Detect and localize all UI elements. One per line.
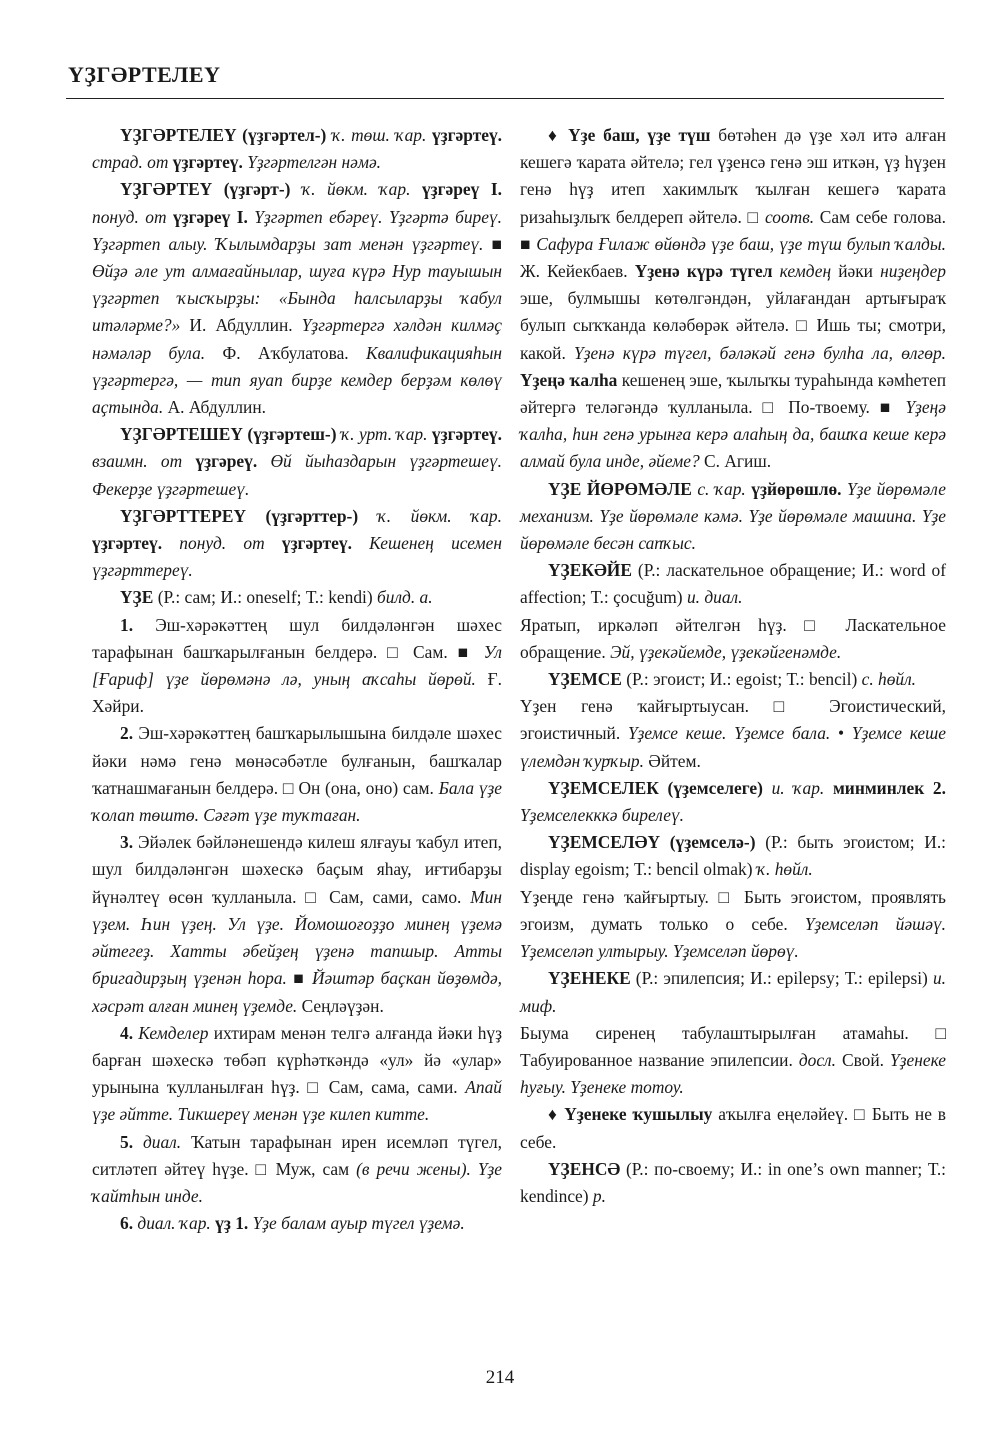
running-head: ҮҘГӘРТЕЛЕҮ [68, 62, 221, 87]
dictionary-sense [92, 612, 502, 721]
italic-run: билд. а. [377, 587, 433, 608]
italic-run: Үҙемселәп йәшәү. Үҙемселәп ултырыу. Үҙемселәп йөрөү. [520, 913, 946, 962]
text-run [265, 533, 282, 553]
italic-run: Үҙемселекккә бирелеү. [520, 805, 685, 826]
italic-run: Үҙенә күрә түгел, бәләкәй генә булһа ла, өлгөр. [574, 342, 946, 363]
headword-run: ҮҘЕМСЕЛӘҮ (үҙемселә-) [548, 832, 756, 853]
italic-run: Сафура Ғилаж өйөндә үҙе баш, үҙе түш булып ҡалды. [536, 233, 946, 254]
italic-run: досл. [798, 1049, 836, 1070]
text-run: эше, булмышы көтөлгәндән, уйлағандан артығыраҡ булып сыҡҡанда көләбөрәк әйтелә. □ Ишь ты; смотри, какой. [520, 288, 946, 363]
italic-run: диал. ҡар. [137, 1213, 211, 1234]
text-run: Сеңләүҙән. [297, 995, 384, 1016]
italic-run: (в речи жены). Үҙе ҡайтһын инде. [92, 1158, 502, 1206]
italic-run: Өйҙә әле ут алмағайнылар, шуға күрә Нур тауышын үҙгәртеп ҡысҡырҙы: «Бында һалсыларҙы ҡабул итәләрме?» [92, 261, 502, 336]
text-run [772, 261, 779, 281]
dictionary-sense [92, 720, 502, 829]
text-run [182, 451, 195, 471]
dictionary-entry [92, 421, 502, 503]
dictionary-entry [520, 829, 946, 883]
text-run: ■ [483, 233, 502, 254]
italic-run: Үҙе балам ауыр түгел үҙемә. [252, 1213, 465, 1234]
text-run: Яратып, иркәләп әйтелгән һүҙ. □ Ласкательное обращение. [520, 614, 946, 662]
dictionary-phrase [520, 122, 946, 476]
italic-run: Үҙенеке һуғыу. Үҙенеке тотоу. [520, 1049, 946, 1098]
text-run: Эш-хәрәкәттең шул билдәләнгән шәхес тарафынан башҡарылғанын белдерә. □ Сам. ■ [92, 614, 502, 662]
dictionary-entry [520, 666, 946, 693]
text-run: ■ [286, 968, 312, 989]
italic-run: с. һөйл. [861, 669, 917, 690]
italic-run: Бала үҙе ҡолап төштө. Сәғәт үҙе туҡтаған. [92, 777, 502, 826]
text-run: Сам себе голова. ■ [520, 206, 946, 254]
text-run: Ж. Кейекбаев. [520, 261, 635, 282]
text-run: (Р.: эпилепсия; И.: epilepsy; Т.: epilepsi) [630, 968, 933, 989]
italic-run: Квалификацияһын үҙгәртергә, — тип яуап бирҙе кемдер берҙәм көлөү аҫтында. [92, 342, 502, 418]
text-run: аҡылға еңеләйеү. □ Быть не в себе. [520, 1104, 947, 1152]
headword-run: үҙгәртеү. [431, 424, 502, 445]
dictionary-entry [520, 557, 946, 611]
dictionary-definition [520, 884, 946, 966]
dictionary-entry [520, 1156, 946, 1210]
text-run: Ғ. Хәйри. [92, 669, 502, 717]
italic-run: и. миф. [520, 968, 946, 1016]
italic-run: Кемделер [138, 1022, 209, 1043]
dictionary-entry [520, 965, 946, 1019]
italic-run: Эй, үҙекәйемде, үҙекәйгенәмде. [610, 641, 842, 662]
headword-run: ҮҘГӘРТЕШЕҮ (үҙгәртеш-) [120, 424, 337, 445]
text-run: (Р.: ласкательное обращение; И.: word of affection; Т.: çocuğum) [520, 560, 946, 608]
text-run [257, 451, 270, 471]
italic-run: Үҙеңә ҡалһа, һин генә урынға керә алаһың да, башҡа кеше керә алмай була инде, әйеме? [520, 397, 946, 472]
text-run: кешенең эше, ҡылыҡы тураһында кәмһетеп әйтергә теләгәндә ҡулланыла. □ По-твоему. ■ [520, 369, 947, 418]
italic-run: и. ҡар. [771, 777, 825, 798]
headword-run: 2. [120, 723, 134, 744]
italic-run: кемдең [779, 261, 832, 282]
headword-run: Үҙеңә ҡалһа [520, 369, 618, 390]
text-run: Әйтем. [643, 750, 701, 771]
italic-run: понуд. от [92, 206, 167, 227]
headword-run: үҙйөрөшлө. [751, 478, 842, 499]
dictionary-sense [92, 1210, 502, 1237]
dictionary-sense [92, 1020, 502, 1129]
italic-run: с. ҡар. [697, 478, 746, 499]
headword-run: 6. [120, 1213, 134, 1234]
text-run [763, 778, 772, 798]
dictionary-definition [520, 1020, 946, 1102]
text-run: Быума сиренең табулаштырылған атамаһы. □ Табуированное название эпилепсии. [520, 1022, 946, 1070]
text-run: • [830, 723, 852, 744]
headword-run: үҙгәреү. [195, 451, 258, 472]
headword-run: ♦ Үҙенеке ҡушылыу [548, 1104, 713, 1125]
text-run: Үҙен генә ҡайғыртыусан. □ Эгоистический, эгоистичный. [520, 696, 946, 744]
right-column [520, 122, 946, 1210]
dictionary-entry [92, 503, 502, 585]
italic-run: страд. от [92, 152, 169, 173]
headword-run: үҙ 1. [215, 1213, 249, 1234]
text-run: Эйәлек бәйләнешендә килеш ялғауы ҡабул итеп, шул билдәләнгән шәхескә баҫым яһау, иғтибарҙы йүнәлтеү өсөн ҡулланыла. □ Сам, сами, само. [92, 832, 502, 907]
text-run: И. Абдуллин. [180, 315, 302, 336]
headword-run: ҮҘЕ [120, 587, 154, 608]
headword-run: ҮҘЕ ЙӨРӨМӘЛЕ [548, 478, 692, 499]
headword-run: ҮҘГӘРТЕЛЕҮ (үҙгәртел-) [120, 125, 327, 145]
italic-run: Үҙгәртеп ебәреү. Үҙгәртә биреү. Үҙгәртеп алыу. Ҡылымдарҙы зат менән үҙгәртеү. [92, 206, 502, 254]
italic-run: Ул [Ғариф] үҙе йөрөмәнә лә, уның аҡсаһы йөрөй. [92, 641, 502, 690]
italic-run: Кешенең исемен үҙгәрттереү. [92, 533, 502, 581]
text-run: Ф. Аҡбулатова. [205, 342, 367, 363]
text-run [290, 179, 302, 199]
headword-run: үҙгәртеү. [92, 533, 163, 554]
headword-run: ҮҘГӘРТЕҮ (үҙгәрт-) [120, 179, 291, 200]
text-run: (Р.: быть эгоистом; И.: display egoism; Т.: bencil olmak) [520, 832, 947, 880]
dictionary-entry [92, 176, 502, 421]
text-run: (Р.: эгоист; И.: egoist; Т.: bencil) [621, 669, 862, 690]
text-run [352, 533, 369, 553]
italic-run: ҡ. төш. ҡар. [331, 125, 427, 145]
headword-run: минминлек 2. [832, 777, 946, 798]
italic-run: и. диал. [686, 587, 743, 608]
text-run: ихтирам менән телгә алғанда йәки һүҙ барған шәхескә төбәп күрһәткәндә «ул» йә «улар» урынына ҡулланылған һүҙ. □ Сам, сама, сами. [92, 1022, 502, 1098]
text-run [358, 506, 377, 526]
text-run: (Р.: по-своему; И.: in one’s own manner; Т.: kendince) [520, 1158, 946, 1206]
italic-run: р. [592, 1185, 606, 1206]
italic-run: Үҙгәртелгән нәмә. [247, 152, 382, 173]
italic-run: Үҙгәртергә хәлдән килмәҫ нәмәләр була. [92, 315, 502, 363]
headword-run: үҙгәреү I. [421, 179, 502, 200]
text-run [824, 778, 833, 798]
headword-run: ҮҘЕМСЕЛЕК (үҙемселеге) [548, 777, 763, 798]
text-run: (Р.: сам; И.: oneself; Т.: kendi) [153, 587, 378, 608]
dictionary-definition [520, 612, 946, 666]
headword-run: үҙгәртеү. [281, 533, 352, 554]
italic-run: ҡ. йөкм. ҡар. [301, 179, 411, 200]
headword-run: Үҙенә күрә түгел [634, 261, 773, 282]
text-run [410, 179, 422, 199]
italic-run: ниҙеңдер [880, 261, 947, 282]
text-run: С. Агиш. [699, 451, 772, 472]
italic-run: Мин үҙем. Һин үҙең. Ул үҙе. Йомошоғоҙҙо минең үҙемә әйтегеҙ. Хатты әбейҙең үҙенә тапшыр. Атты бригадирҙың үҙенән һора. [92, 886, 502, 989]
headword-run: ҮҘЕНСӘ [548, 1158, 621, 1179]
headword-run: ♦ Үҙе баш, үҙе түш [548, 125, 711, 145]
italic-run: соотв. [764, 206, 815, 227]
text-run: бөтәһен дә үҙе хәл итә алған кешегә ҡарата әйтелә; гел үҙенсә генә эш иткән, үҙ һүҙен генә һүҙ итеп хакимлыҡ ҡылған кешегә ҡарата ризаһыҙлыҡ белдереп әйтелә. □ [520, 125, 946, 227]
headword-run: ҮҘЕМСЕ [548, 669, 622, 690]
text-run: Ҡатын тарафынан ирен исемләп түгел, ситләтеп әйтеү һүҙе. □ Муж, сам [92, 1131, 502, 1179]
dictionary-sense [92, 829, 502, 1019]
dictionary-definition [520, 693, 946, 775]
italic-run: понуд. от [179, 533, 265, 554]
dictionary-entry [520, 476, 946, 558]
italic-run: ҡ. урт. ҡар. [340, 424, 428, 445]
text-run [162, 533, 179, 553]
italic-run: Үҙемсе кеше. Үҙемсе бала. [627, 723, 831, 744]
italic-run: Апай үҙе әйтте. Тикшереү менән үҙе килеп китте. [92, 1077, 502, 1125]
left-column [92, 122, 502, 1237]
headword-run: 4. [120, 1022, 134, 1043]
italic-run: Үҙе йөрөмәле механизм. Үҙе йөрөмәле кәмә. Үҙе йөрөмәле машина. Үҙе йөрөмәле бесән сапҡыс. [520, 478, 946, 554]
dictionary-sense [92, 1129, 502, 1211]
text-run [133, 1132, 143, 1152]
headword-run: ҮҘЕНЕКЕ [548, 968, 631, 989]
italic-run: взаимн. от [92, 451, 183, 472]
italic-run: ҡ. йөкм. ҡар. [377, 505, 502, 526]
italic-run: Йәштәр баҫкан йөҙөмдә, хәсрәт алған минең үҙемде. [92, 968, 503, 1016]
text-run: А. Абдуллин. [163, 397, 267, 418]
headword-run: 3. [120, 832, 134, 853]
italic-run: Үҙемсе кеше үлемдән ҡурҡыр. [520, 723, 946, 771]
italic-run: диал. [142, 1131, 182, 1152]
headword-run: 1. [120, 614, 134, 635]
dictionary-phrase [520, 1101, 946, 1155]
headword-run: үҙгәреү I. [172, 206, 248, 227]
headword-run: ҮҘЕКӘЙЕ [548, 560, 632, 581]
page-number: 214 [485, 1367, 515, 1388]
italic-run: Өй йыһаздарын үҙгәртешеү. Фекерҙе үҙгәртешеү. [92, 451, 502, 499]
headword-run: үҙгәртеү. [431, 125, 503, 145]
headword-run: ҮҘГӘРТТЕРЕҮ (үҙгәрттер-) [120, 505, 359, 526]
headword-run: 5. [120, 1131, 134, 1152]
dictionary-entry [92, 584, 502, 611]
dictionary-entry [92, 122, 502, 176]
headword-run: үҙгәртеү. [172, 152, 243, 173]
header-rule [66, 98, 944, 99]
text-run: Үҙеңде генә ҡайғыртыу. □ Быть эгоистом, проявлять эгоизм, думать только о себе. [520, 886, 946, 934]
text-run: йәки [831, 261, 881, 282]
italic-run: ҡ. һөйл. [756, 859, 813, 880]
text-run: Эш-хәрәкәттең башҡарылышына билдәле шәхес йәки нәмә генә мөнәсәбәтле булғанын, башҡалар ҡатнашмағанын белдерә. □ Он (она, оно) сам. [92, 723, 502, 798]
dictionary-entry [520, 775, 946, 829]
text-run: Свой. [835, 1049, 891, 1070]
